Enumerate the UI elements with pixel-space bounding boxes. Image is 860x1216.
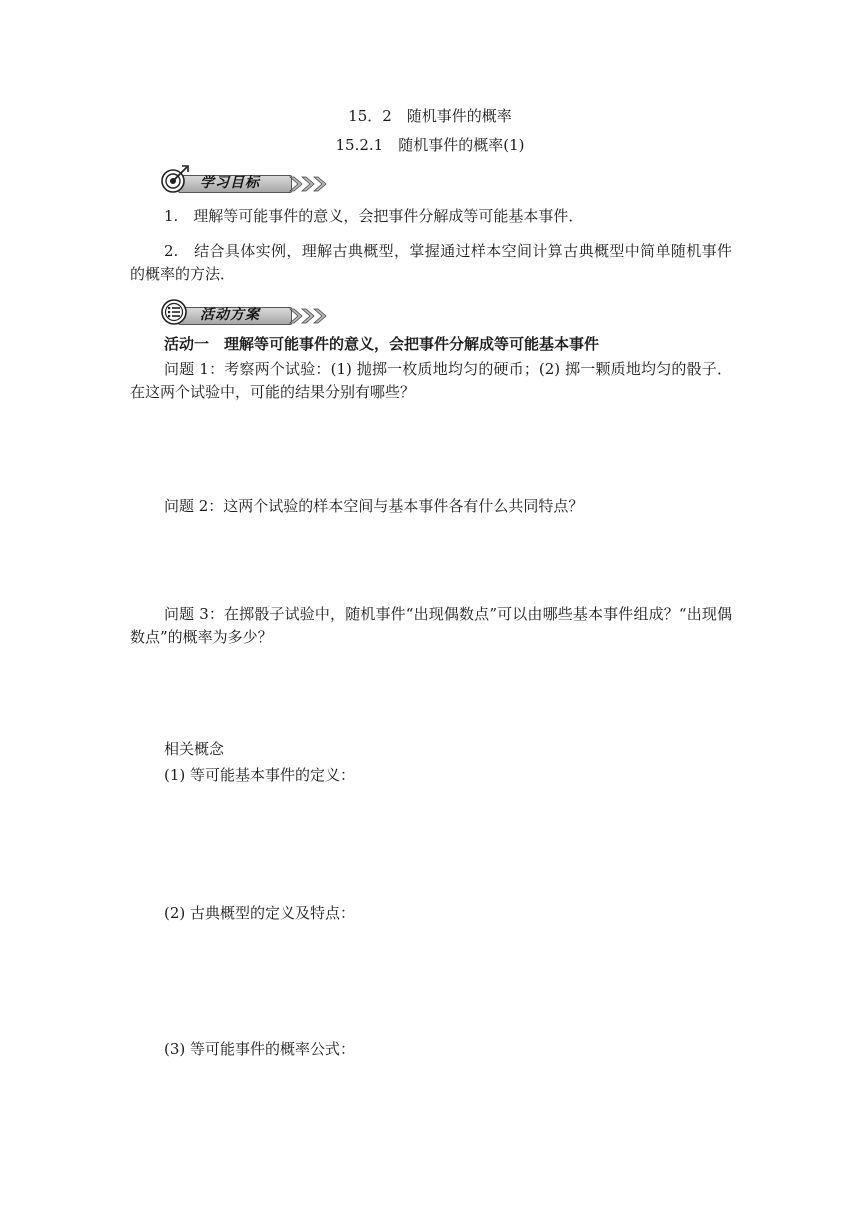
target-arrow-icon	[160, 164, 190, 194]
question-2: 问题 2：这两个试验的样本空间与基本事件各有什么共同特点？	[164, 497, 584, 515]
concept-3: (3) 等可能事件的概率公式：	[164, 1040, 356, 1058]
learning-goals-banner	[160, 164, 330, 194]
concept-1: (1) 等可能基本事件的定义：	[164, 766, 356, 784]
subsection-title: 15.2.1 随机事件的概率(1)	[335, 136, 525, 154]
activity-plan-banner	[160, 296, 330, 326]
question-3: 问题 3：在掷骰子试验中，随机事件“出现偶数点”可以由哪些基本事件组成？“出现偶数点”的概率为多少？	[130, 605, 732, 646]
goal-item-2: 2. 结合具体实例，理解古典概型，掌握通过样本空间计算古典概型中简单随机事件的概率的方法．	[130, 242, 732, 283]
chevrons-right-icon	[288, 175, 336, 193]
learning-goals-label: 学习目标	[200, 175, 260, 191]
question-1: 问题 1：考察两个试验：(1) 抛掷一枚质地均匀的硬币；(2) 掷一颗质地均匀的骰子．在这两个试验中，可能的结果分别有哪些？	[130, 360, 732, 401]
goal-item-1: 1. 理解等可能事件的意义，会把事件分解成等可能基本事件．	[164, 207, 584, 225]
concept-2: (2) 古典概型的定义及特点：	[164, 904, 356, 922]
concepts-heading: 相关概念	[164, 740, 225, 758]
activity-plan-label: 活动方案	[200, 307, 260, 323]
list-icon	[160, 296, 190, 326]
chevrons-right-icon	[288, 307, 336, 325]
activity1-title: 活动一 理解等可能事件的意义，会把事件分解成等可能基本事件	[164, 335, 600, 353]
section-title: 15．2 随机事件的概率	[348, 107, 512, 125]
